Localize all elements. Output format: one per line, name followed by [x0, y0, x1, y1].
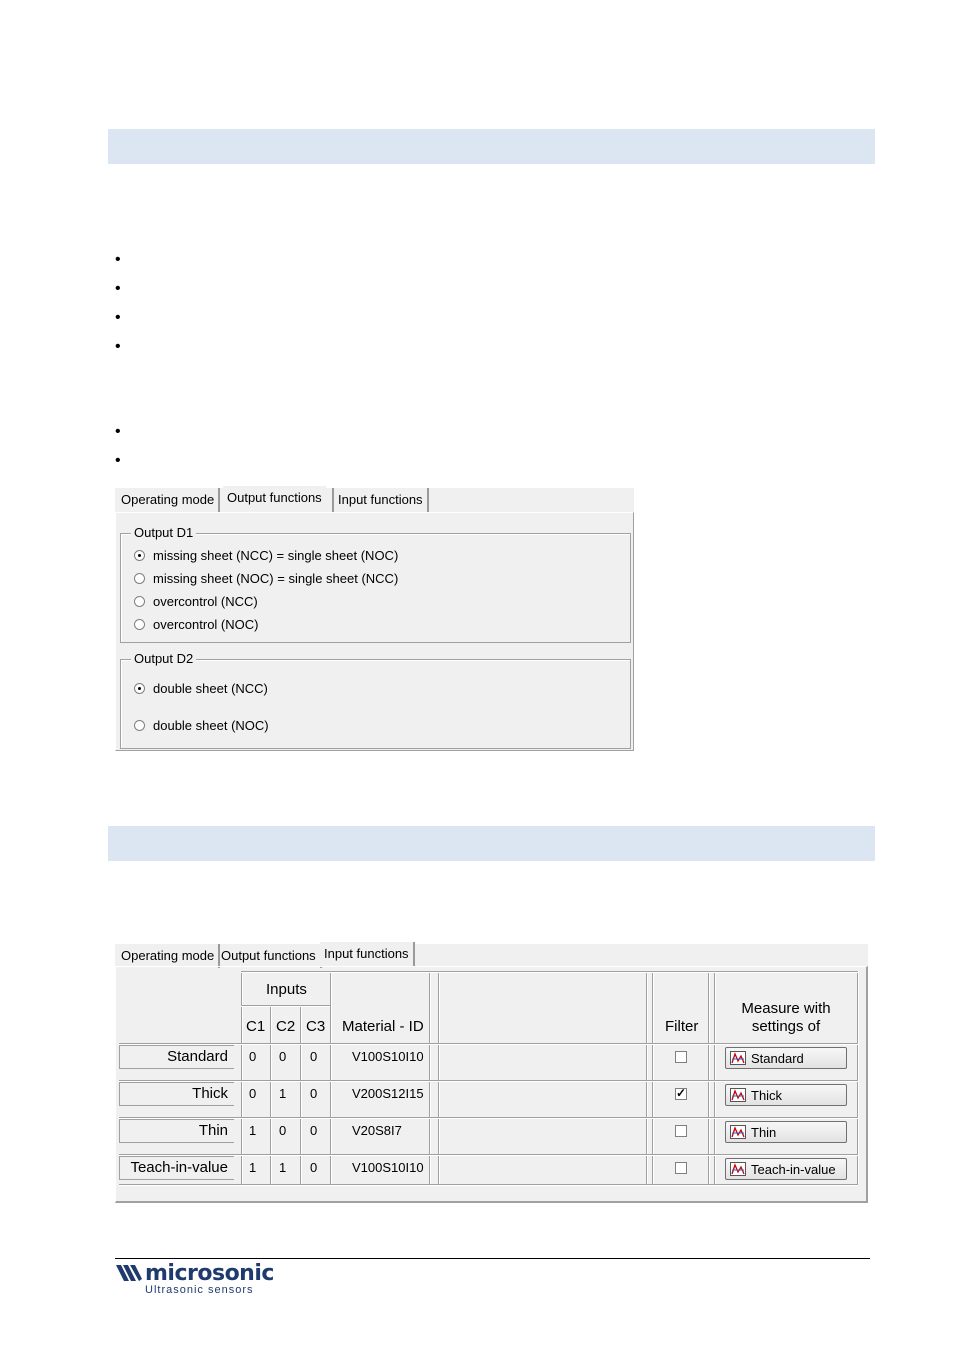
row-label-teach-in-value: Teach-in-value: [119, 1156, 234, 1180]
radio-label: overcontrol (NCC): [153, 593, 258, 609]
button-label: Standard: [751, 1050, 804, 1066]
output-d1-group: [120, 525, 631, 643]
row-label-thick: Thick: [119, 1082, 234, 1106]
material-id-value: V20S8I7: [352, 1123, 402, 1138]
radio-option[interactable]: [134, 615, 258, 633]
grid-line: [429, 971, 430, 1184]
radio-button[interactable]: [134, 720, 145, 731]
radio-option[interactable]: [134, 546, 398, 564]
grid-line: [652, 971, 653, 1184]
grid-line: [119, 1080, 858, 1081]
measure-teach-in-value-button[interactable]: [725, 1158, 847, 1180]
material-id-header: Material - ID: [342, 1018, 424, 1035]
radio-button-checked[interactable]: [134, 550, 145, 561]
grid-line: [330, 971, 331, 1184]
radio-option[interactable]: [134, 716, 269, 734]
button-label: Teach-in-value: [751, 1161, 836, 1177]
group-title: Output D2: [131, 651, 196, 667]
bullet-point: •: [115, 309, 121, 326]
c1-header: C1: [246, 1018, 266, 1035]
row-label-standard: Standard: [119, 1045, 234, 1069]
filter-header: Filter: [665, 1018, 699, 1035]
tab-operating-mode[interactable]: Operating mode: [117, 488, 220, 512]
c2-value: 0: [279, 1123, 287, 1138]
bullet-point: •: [115, 280, 121, 297]
c3-value: 0: [310, 1123, 318, 1138]
logo-tagline: Ultrasonic sensors: [145, 1284, 254, 1296]
graph-icon: [730, 1162, 746, 1176]
bullet-point: •: [115, 251, 121, 268]
c1-value: 1: [249, 1123, 257, 1138]
bullet-point: •: [115, 338, 121, 355]
c2-value: 1: [279, 1160, 287, 1175]
radio-label: missing sheet (NCC) = single sheet (NOC): [153, 547, 399, 563]
button-label: Thin: [751, 1124, 777, 1140]
radio-button-checked[interactable]: [134, 683, 145, 694]
radio-label: double sheet (NOC): [153, 717, 269, 733]
measure-standard-button[interactable]: [725, 1047, 847, 1069]
graph-icon: [730, 1051, 746, 1065]
grid-line: [119, 1154, 858, 1155]
material-id-value: V100S10I10: [352, 1160, 424, 1175]
filter-checkbox[interactable]: [675, 1125, 687, 1137]
section-header-band: [108, 129, 875, 164]
grid-line: [857, 971, 858, 1184]
tab-panel: [115, 966, 868, 1203]
c3-value: 0: [310, 1086, 318, 1101]
radio-option[interactable]: [134, 569, 398, 587]
grid-line: [119, 1184, 858, 1185]
tab-input-functions[interactable]: Input functions: [320, 942, 415, 966]
filter-checkbox-checked[interactable]: [675, 1088, 687, 1100]
grid-line: [241, 971, 858, 972]
filter-checkbox[interactable]: [675, 1162, 687, 1174]
radio-option[interactable]: [134, 592, 258, 610]
measure-thick-button[interactable]: [725, 1084, 847, 1106]
grid-line: [300, 1005, 301, 1184]
input-functions-dialog: [115, 944, 868, 1202]
logo-wordmark: microsonic: [145, 1261, 274, 1286]
bullet-point: •: [115, 423, 121, 440]
c3-value: 0: [310, 1160, 318, 1175]
radio-label: overcontrol (NOC): [153, 616, 259, 632]
c3-value: 0: [310, 1049, 318, 1064]
grid-line: [708, 971, 709, 1184]
c1-value: 1: [249, 1160, 257, 1175]
tab-input-functions[interactable]: Input functions: [332, 488, 429, 512]
c1-value: 0: [249, 1049, 257, 1064]
grid-line: [646, 971, 647, 1184]
radio-button[interactable]: [134, 596, 145, 607]
measure-thin-button[interactable]: [725, 1121, 847, 1143]
grid-line: [438, 971, 439, 1184]
radio-button[interactable]: [134, 573, 145, 584]
output-functions-dialog: [115, 488, 634, 751]
tab-output-functions[interactable]: Output functions: [217, 944, 322, 968]
c2-header: C2: [276, 1018, 296, 1035]
grid-line: [241, 1005, 330, 1006]
footer-rule: [115, 1258, 870, 1259]
c1-value: 0: [249, 1086, 257, 1101]
section-header-band: [108, 826, 875, 861]
row-label-thin: Thin: [119, 1119, 234, 1143]
grid-line: [119, 1043, 858, 1044]
tab-panel: [115, 512, 634, 751]
bullet-point: •: [115, 452, 121, 469]
c2-value: 1: [279, 1086, 287, 1101]
inputs-header: Inputs: [266, 981, 307, 998]
c2-value: 0: [279, 1049, 287, 1064]
radio-option[interactable]: [134, 679, 268, 697]
radio-label: missing sheet (NOC) = single sheet (NCC): [153, 570, 399, 586]
graph-icon: [730, 1125, 746, 1139]
grid-line: [241, 971, 242, 1184]
grid-line: [714, 971, 715, 1184]
grid-line: [119, 1117, 858, 1118]
output-d2-group: [120, 651, 631, 749]
logo-mark-icon: [115, 1263, 143, 1283]
c3-header: C3: [306, 1018, 326, 1035]
group-title: Output D1: [131, 525, 196, 541]
material-id-value: V200S12I15: [352, 1086, 424, 1101]
button-label: Thick: [751, 1087, 783, 1103]
measure-header: settings of: [751, 1018, 821, 1035]
graph-icon: [730, 1088, 746, 1102]
grid-line: [270, 1005, 271, 1184]
tab-output-functions[interactable]: Output functions: [223, 486, 326, 510]
radio-label: double sheet (NCC): [153, 680, 268, 696]
tab-operating-mode[interactable]: Operating mode: [117, 944, 220, 968]
radio-button[interactable]: [134, 619, 145, 630]
filter-checkbox[interactable]: [675, 1051, 687, 1063]
measure-header: Measure with: [741, 1000, 831, 1017]
material-id-value: V100S10I10: [352, 1049, 424, 1064]
